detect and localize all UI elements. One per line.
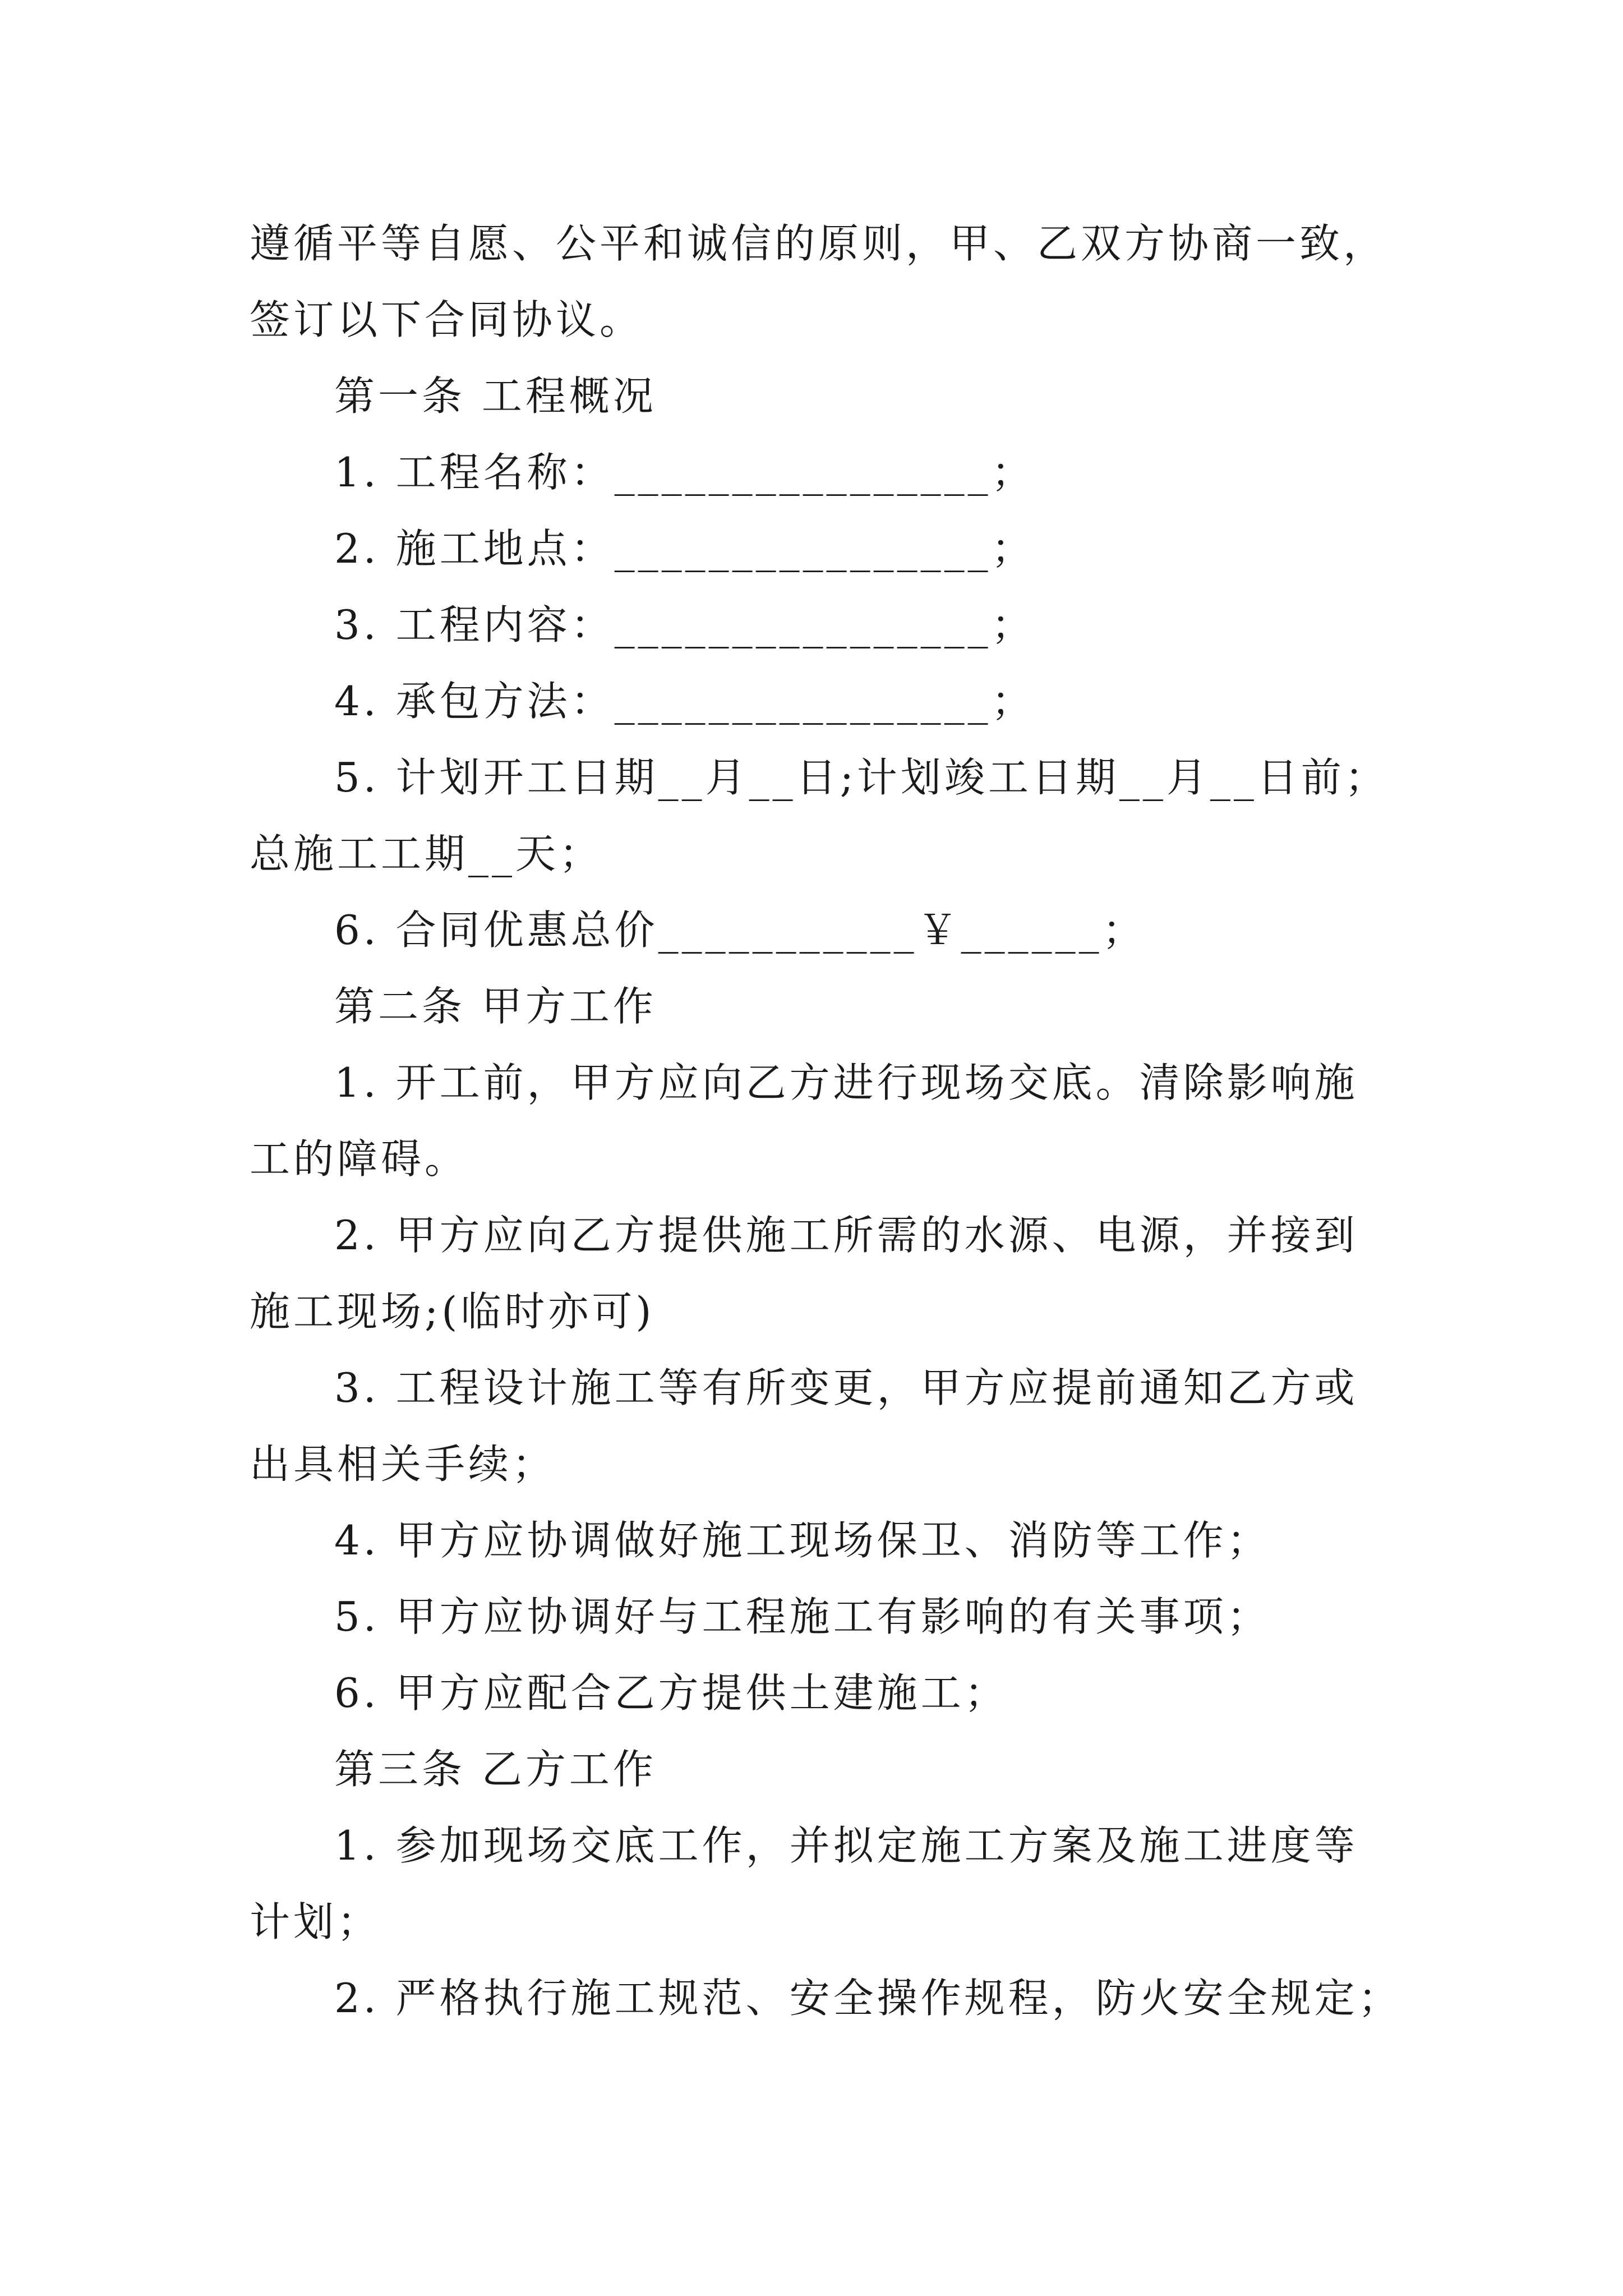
list-item: 2. 施工地点：________________； — [334, 525, 1035, 572]
list-item: 6. 甲方应配合乙方提供土建施工； — [334, 1669, 1008, 1717]
list-item: 5. 甲方应协调好与工程施工有影响的有关事项； — [334, 1593, 1271, 1640]
list-item: 2. 严格执行施工规范、安全操作规程，防火安全规定； — [334, 1975, 1402, 2022]
list-item: 3. 工程内容：________________； — [334, 601, 1035, 648]
list-item: 4. 承包方法：________________； — [334, 678, 1035, 725]
list-item-continuation: 施工现场;(临时亦可) — [250, 1288, 655, 1335]
list-item-continuation: 出具相关手续； — [250, 1441, 556, 1488]
list-item-continuation: 总施工工期__天； — [250, 830, 603, 877]
list-item: 2. 甲方应向乙方提供施工所需的水源、电源，并接到 — [334, 1212, 1358, 1259]
paragraph-line: 签订以下合同协议。 — [250, 296, 644, 343]
paragraph-line: 遵循平等自愿、公平和诚信的原则，甲、乙双方协商一致， — [250, 220, 1387, 267]
section-heading: 第三条 乙方工作 — [334, 1746, 657, 1793]
list-item: 4. 甲方应协调做好施工现场保卫、消防等工作； — [334, 1517, 1271, 1564]
list-item-continuation: 工的障碍。 — [250, 1135, 469, 1182]
list-item: 1. 开工前，甲方应向乙方进行现场交底。清除影响施 — [334, 1059, 1358, 1106]
list-item: 5. 计划开工日期__月__日;计划竣工日期__月__日前； — [334, 754, 1389, 801]
list-item-continuation: 计划； — [250, 1898, 381, 1945]
list-item: 3. 工程设计施工等有所变更，甲方应提前通知乙方或 — [334, 1364, 1358, 1411]
list-item: 1. 参加现场交底工作，并拟定施工方案及施工进度等 — [334, 1822, 1358, 1869]
section-heading: 第二条 甲方工作 — [334, 983, 657, 1030]
list-item: 1. 工程名称：________________； — [334, 449, 1035, 496]
list-item: 6. 合同优惠总价___________￥______； — [334, 907, 1146, 954]
section-heading: 第一条 工程概况 — [334, 372, 657, 420]
